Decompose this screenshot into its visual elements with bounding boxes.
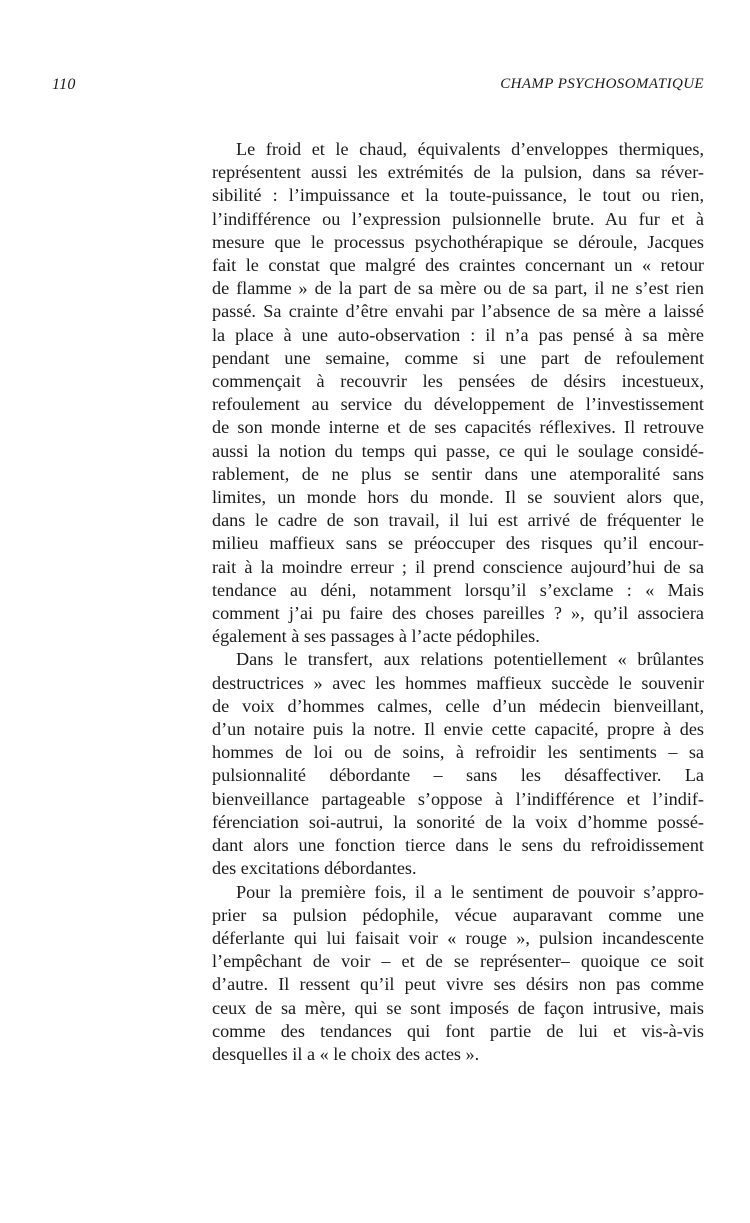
paragraph (212, 881, 704, 1067)
text-line: la place à une auto-observation : il n’a pas pensé à sa mère (212, 324, 704, 345)
text-line: refoulement au service du développement de l’investissement (212, 394, 704, 415)
text-line: destructrices » avec les hommes maffieux succède le souvenir (212, 672, 704, 693)
text-line: pulsionnalité débordante – sans les désaffectiver. La (212, 765, 704, 786)
text-line: limites, un monde hors du monde. Il se souvient alors que, (212, 487, 704, 508)
text-line: tendance au déni, notamment lorsqu’il s’exclame : « Mais (212, 579, 704, 600)
text-line: aussi la notion du temps qui passe, ce qui le soulage considé- (212, 440, 704, 461)
text-line: des excitations débordantes. (212, 858, 417, 879)
text-line: sibilité : l’impuissance et la toute-puissance, le tout ou rien, (212, 185, 704, 206)
text-line: d’autre. Il ressent qu’il peut vivre ses désirs non pas comme (212, 974, 704, 995)
text-line: ceux de sa mère, qui se sont imposés de façon intrusive, mais (212, 997, 704, 1018)
text-line: représentent aussi les extrémités de la pulsion, dans sa réver- (212, 162, 704, 183)
page-number: 110 (52, 76, 76, 93)
text-line: rait à la moindre erreur ; il prend conscience aujourd’hui de sa (212, 556, 704, 577)
text-line: pendant une semaine, comme si une part de refoulement (212, 347, 704, 368)
text-line: prier sa pulsion pédophile, vécue auparavant comme une (212, 904, 704, 925)
text-line: bienveillance partageable s’oppose à l’indifférence et l’indif- (212, 788, 704, 809)
paragraph (212, 138, 704, 648)
text-line: desquelles il a « le choix des actes ». (212, 1043, 480, 1064)
paragraph (212, 648, 704, 880)
text-line: férenciation soi-autrui, la sonorité de la voix d’homme possé- (212, 811, 704, 832)
text-line: Dans le transfert, aux relations potentiellement « brûlantes (236, 649, 704, 670)
text-line: Pour la première fois, il a le sentiment de pouvoir s’appro- (236, 881, 704, 902)
text-line: dans le cadre de son travail, il lui est arrivé de fréquenter le (212, 510, 704, 531)
text-line: de son monde interne et de ses capacités réflexives. Il retrouve (212, 417, 704, 438)
text-line: comment j’ai pu faire des choses pareilles ? », qu’il associera (212, 603, 704, 624)
running-title: CHAMP PSYCHOSOMATIQUE (500, 76, 704, 92)
text-line: commençait à recouvrir les pensées de désirs incestueux, (212, 371, 704, 392)
text-line: d’un notaire puis la notre. Il envie cette capacité, propre à des (212, 719, 704, 740)
body-text (212, 138, 704, 1066)
text-line: de flamme » de la part de sa mère ou de sa part, il ne s’est rien (212, 278, 704, 299)
text-line: fait le constat que malgré des craintes concernant un « retour (212, 255, 704, 276)
text-line: hommes de loi ou de soins, à refroidir les sentiments – sa (212, 742, 704, 763)
text-line: milieu maffieux sans se préoccuper des risques qu’il encour- (212, 533, 704, 554)
text-line: l’empêchant de voir – et de se représenter– quoique ce soit (212, 951, 704, 972)
text-line: dant alors une fonction tierce dans le sens du refroidissement (212, 835, 704, 856)
text-line: comme des tendances qui font partie de lui et vis-à-vis (212, 1020, 704, 1041)
text-line: Le froid et le chaud, équivalents d’enveloppes thermiques, (236, 139, 704, 159)
text-line: rablement, de ne plus se sentir dans une atemporalité sans (212, 463, 704, 484)
text-line: déferlante qui lui faisait voir « rouge », pulsion incandescente (212, 927, 704, 948)
text-line: passé. Sa crainte d’être envahi par l’absence de sa mère a laissé (212, 301, 704, 322)
running-header (0, 76, 750, 98)
text-line: mesure que le processus psychothérapique se déroule, Jacques (212, 231, 704, 252)
text-line: de voix d’hommes calmes, celle d’un médecin bienveillant, (212, 695, 704, 716)
text-line: l’indifférence ou l’expression pulsionnelle brute. Au fur et à (212, 208, 704, 229)
text-line: également à ses passages à l’acte pédophiles. (212, 626, 540, 647)
